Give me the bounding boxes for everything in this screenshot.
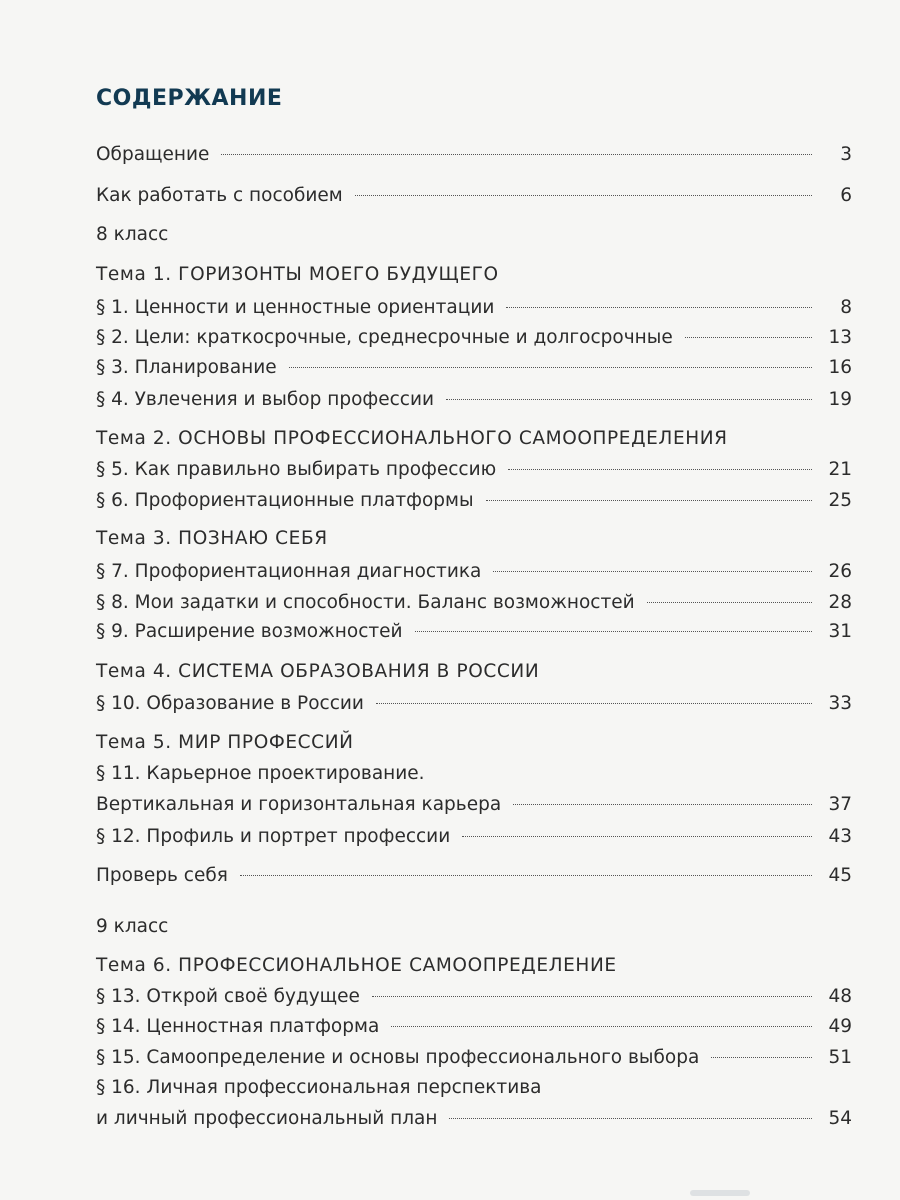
toc-entry	[96, 356, 852, 380]
toc-entry-text: Проверь себя	[96, 865, 228, 886]
toc-entry-text: § 7. Профориентационная диагностика	[96, 561, 482, 582]
toc-page-number: 8	[840, 297, 852, 318]
dot-leader	[355, 195, 812, 196]
toc-page-number: 25	[828, 490, 852, 511]
toc-entry-text: § 4. Увлечения и выбор профессии	[96, 389, 434, 410]
toc-entry-text: § 12. Профиль и портрет профессии	[96, 826, 451, 847]
dot-leader	[493, 571, 812, 572]
toc-entry-text: § 9. Расширение возможностей	[96, 621, 403, 642]
dot-leader	[449, 1118, 812, 1119]
toc-entry-text: и личный профессиональный план	[96, 1108, 438, 1129]
toc-entry	[96, 489, 852, 513]
toc-entry-text: § 13. Открой своё будущее	[96, 986, 360, 1007]
toc-entry	[96, 793, 852, 817]
topic-heading: Тема 4. СИСТЕМА ОБРАЗОВАНИЯ В РОССИИ	[96, 661, 540, 682]
toc-entry-text: § 3. Планирование	[96, 357, 277, 378]
toc-entry	[96, 458, 852, 482]
toc-entry	[96, 388, 852, 412]
toc-entry	[96, 692, 852, 716]
toc-page-number: 51	[828, 1047, 852, 1068]
toc-entry	[96, 620, 852, 644]
dot-leader	[446, 399, 812, 400]
dot-leader	[685, 337, 812, 338]
dot-leader	[391, 1026, 812, 1027]
dot-leader	[376, 703, 812, 704]
toc-page-number: 37	[828, 794, 852, 815]
toc-entry-text: § 14. Ценностная платформа	[96, 1016, 380, 1037]
toc-entry	[96, 143, 852, 167]
dot-leader	[240, 875, 812, 876]
toc-entry	[96, 560, 852, 584]
grade-heading: 9 класс	[96, 916, 169, 937]
toc-entry-text: Обращение	[96, 144, 210, 165]
toc-page-number: 33	[828, 693, 852, 714]
dot-leader	[513, 804, 812, 805]
toc-entry	[96, 184, 852, 208]
toc-page-number: 21	[828, 459, 852, 480]
topic-heading: Тема 3. ПОЗНАЮ СЕБЯ	[96, 528, 328, 549]
dot-leader	[508, 469, 812, 470]
toc-entry-text: § 6. Профориентационные платформы	[96, 490, 474, 511]
toc-entry	[96, 985, 852, 1009]
toc-page-number: 49	[828, 1016, 852, 1037]
dot-leader	[462, 836, 812, 837]
toc-entry-text: § 11. Карьерное проектирование.	[96, 763, 425, 784]
toc-entry	[96, 296, 852, 320]
dot-leader	[221, 154, 812, 155]
toc-entry-text: § 8. Мои задатки и способности. Баланс возможностей	[96, 592, 635, 613]
dot-leader	[289, 367, 812, 368]
toc-entry	[96, 864, 852, 888]
toc-page-number: 31	[828, 621, 852, 642]
topic-heading: Тема 6. ПРОФЕССИОНАЛЬНОЕ САМООПРЕДЕЛЕНИЕ	[96, 955, 617, 976]
topic-heading: Тема 5. МИР ПРОФЕССИЙ	[96, 732, 354, 753]
toc-entry-text: § 1. Ценности и ценностные ориентации	[96, 297, 495, 318]
dot-leader	[372, 996, 812, 997]
toc-entry-text: Вертикальная и горизонтальная карьера	[96, 794, 502, 815]
dot-leader	[647, 602, 812, 603]
toc-page-number: 48	[828, 986, 852, 1007]
toc-page-number: 54	[828, 1108, 852, 1129]
toc-page-number: 3	[840, 144, 852, 165]
toc-entry	[96, 326, 852, 350]
toc-entry	[96, 591, 852, 615]
dot-leader	[711, 1057, 812, 1058]
dot-leader	[506, 307, 812, 308]
toc-page-number: 43	[828, 826, 852, 847]
toc-entry-text: § 16. Личная профессиональная перспектива	[96, 1077, 542, 1098]
toc-page-number: 13	[828, 327, 852, 348]
toc-page-number: 16	[828, 357, 852, 378]
topic-heading: Тема 2. ОСНОВЫ ПРОФЕССИОНАЛЬНОГО САМООПРЕДЕЛЕНИЯ	[96, 428, 728, 449]
dot-leader	[415, 631, 812, 632]
toc-entry-text: § 15. Самоопределение и основы профессионального выбора	[96, 1047, 700, 1068]
toc-entry	[96, 1015, 852, 1039]
toc-page-number: 28	[828, 592, 852, 613]
dot-leader	[486, 500, 812, 501]
page-title: СОДЕРЖАНИЕ	[96, 86, 283, 111]
toc-entry	[96, 1107, 852, 1131]
toc-page-number: 19	[828, 389, 852, 410]
toc-entry-text: § 2. Цели: краткосрочные, среднесрочные и долгосрочные	[96, 327, 673, 348]
toc-entry-text: Как работать с пособием	[96, 185, 343, 206]
toc-entry-text: § 5. Как правильно выбирать профессию	[96, 459, 497, 480]
toc-entry-text: § 10. Образование в России	[96, 693, 364, 714]
toc-entry	[96, 825, 852, 849]
toc-entry	[96, 1046, 852, 1070]
toc-page-number: 45	[828, 865, 852, 886]
grade-heading: 8 класс	[96, 224, 169, 245]
toc-page-number: 6	[840, 185, 852, 206]
topic-heading: Тема 1. ГОРИЗОНТЫ МОЕГО БУДУЩЕГО	[96, 264, 499, 285]
toc-page-number: 26	[828, 561, 852, 582]
page-smudge	[690, 1190, 750, 1196]
